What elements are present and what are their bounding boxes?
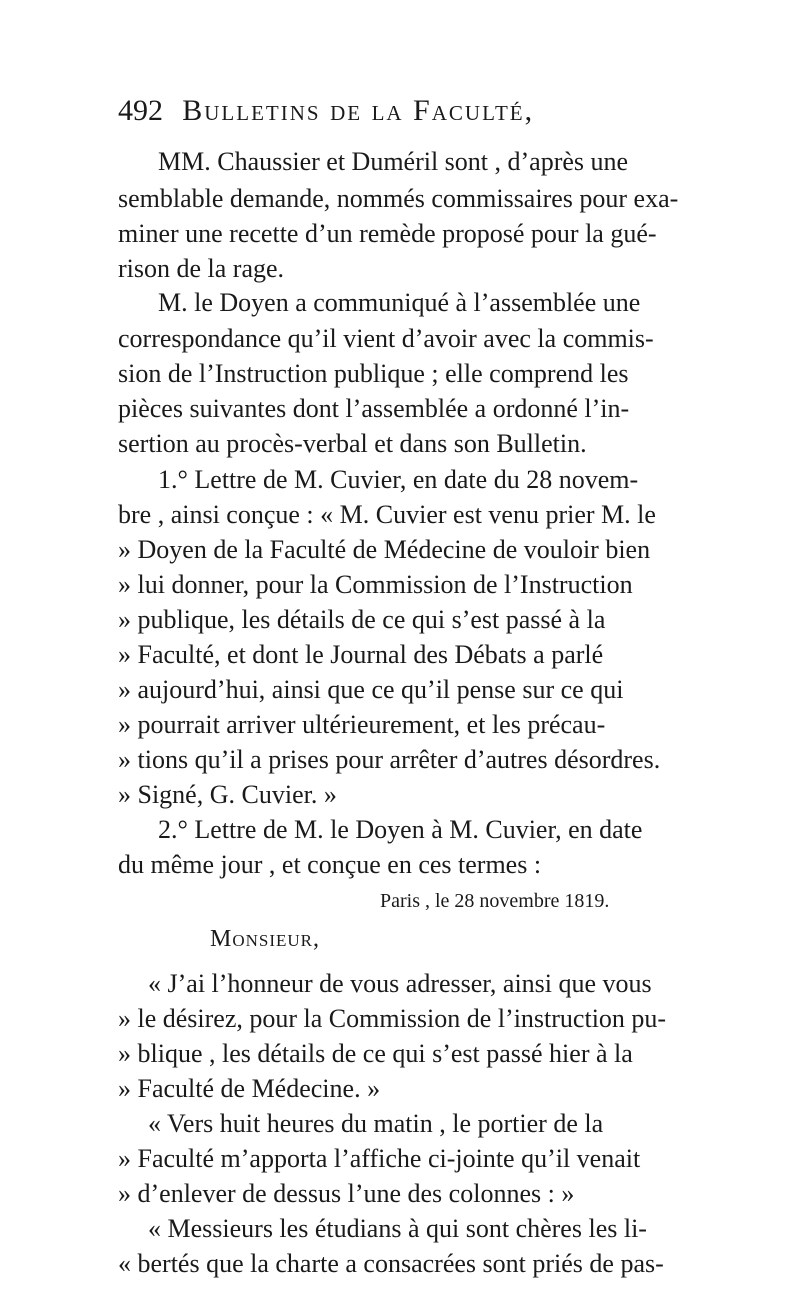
text-line: du même jour , et conçue en ces termes :	[118, 850, 542, 879]
text-line: sion de l’Instruction publique ; elle comprend les	[118, 359, 629, 388]
text-line: semblable demande, nommés commissaires pour exa-	[118, 184, 679, 213]
text-line: M. le Doyen a communiqué à l’assemblée une	[158, 288, 641, 317]
running-title: Bulletins de la Faculté,	[182, 94, 535, 127]
letter-line: « bertés que la charte a consacrées sont priés de pas-	[118, 1249, 664, 1278]
text-line: » Faculté, et dont le Journal des Débats a parlé	[118, 640, 604, 669]
text-line: miner une recette d’un remède proposé pour la gué-	[118, 219, 657, 248]
text-line: bre , ainsi conçue : « M. Cuvier est venu prier M. le	[118, 500, 656, 529]
text-line: » publique, les détails de ce qui s’est passé à la	[118, 605, 606, 634]
letter-salutation: Monsieur,	[210, 926, 321, 952]
letter-line: » Faculté de Médecine. »	[118, 1074, 381, 1103]
text-line: » aujourd’hui, ainsi que ce qu’il pense sur ce qui	[118, 675, 624, 704]
text-line: correspondance qu’il vient d’avoir avec la commis-	[118, 324, 654, 353]
text-line: 2.° Lettre de M. le Doyen à M. Cuvier, en date	[158, 815, 643, 844]
text-line: sertion au procès-verbal et dans son Bulletin.	[118, 429, 587, 458]
letter-dateline: Paris , le 28 novembre 1819.	[380, 890, 610, 912]
text-line: » lui donner, pour la Commission de l’Instruction	[118, 570, 633, 599]
text-line: » pourrait arriver ultérieurement, et les précau-	[118, 710, 606, 739]
letter-line: « J’ai l’honneur de vous adresser, ainsi que vous	[148, 969, 652, 998]
letter-line: » blique , les détails de ce qui s’est passé hier à la	[118, 1039, 633, 1068]
text-line: pièces suivantes dont l’assemblée a ordonné l’in-	[118, 394, 630, 423]
text-line: rison de la rage.	[118, 254, 285, 283]
letter-line: « Vers huit heures du matin , le portier de la	[148, 1109, 604, 1138]
text-line: » Signé, G. Cuvier. »	[118, 780, 337, 809]
letter-line: » d’enlever de dessus l’une des colonnes : »	[118, 1179, 575, 1208]
text-line: » Doyen de la Faculté de Médecine de vouloir bien	[118, 535, 651, 564]
page-header	[118, 94, 678, 134]
text-line: 1.° Lettre de M. Cuvier, en date du 28 novem-	[158, 465, 639, 494]
letter-line: » Faculté m’apporta l’affiche ci-jointe qu’il venait	[118, 1144, 641, 1173]
letter-line: « Messieurs les étudians à qui sont chères les li-	[148, 1214, 647, 1243]
letter-line: » le désirez, pour la Commission de l’instruction pu-	[118, 1004, 667, 1033]
text-line: MM. Chaussier et Duméril sont , d’après une	[158, 147, 629, 176]
text-line: » tions qu’il a prises pour arrêter d’autres désordres.	[118, 745, 661, 774]
page-number: 492	[118, 94, 163, 127]
